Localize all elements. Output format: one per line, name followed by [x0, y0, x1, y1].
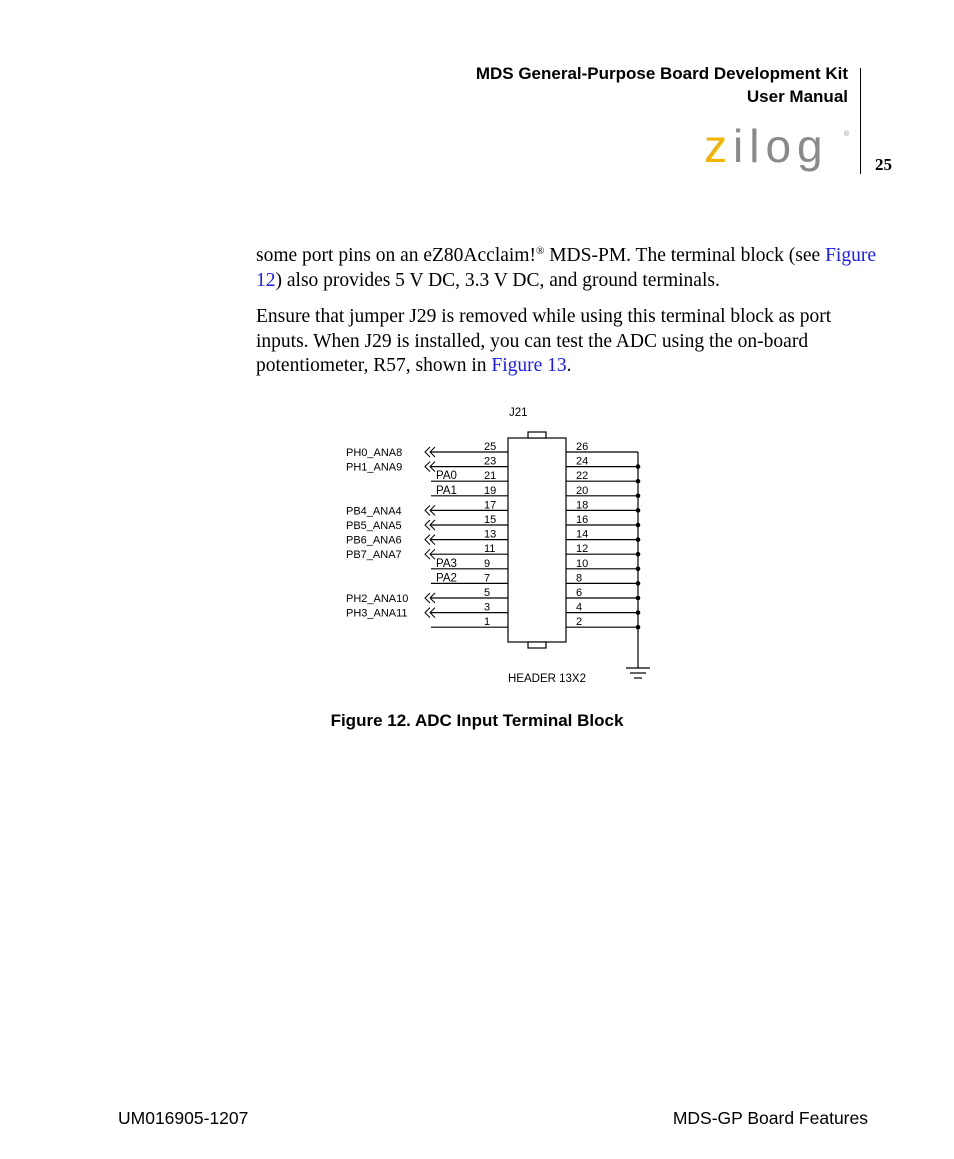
left-pin-number: 5 — [484, 587, 491, 599]
header-rule — [860, 68, 861, 174]
body-text — [256, 244, 876, 379]
footer-doc-id: UM016905-1207 — [118, 1108, 249, 1128]
left-pin-number: 9 — [484, 557, 491, 570]
right-pin-number: 16 — [576, 514, 589, 526]
left-pin-number: 3 — [484, 601, 491, 614]
right-pin-number: 18 — [576, 499, 589, 512]
ground-junction-dot — [636, 508, 641, 513]
left-pin-number: 11 — [484, 543, 496, 556]
right-pin-number: 22 — [576, 470, 589, 483]
left-pin-number: 15 — [484, 514, 497, 526]
logo-z: z — [704, 120, 733, 172]
ground-junction-dot — [636, 523, 641, 528]
ground-junction-dot — [636, 596, 641, 601]
left-pin-number: 25 — [484, 441, 497, 453]
ground-junction-dot — [636, 610, 641, 615]
pa-label: PA1 — [436, 484, 457, 497]
right-pin-number: 12 — [576, 543, 589, 556]
figure-12-link[interactable]: Figure 12 — [256, 245, 876, 291]
right-pin-number: 20 — [576, 484, 589, 497]
left-pin-number: 21 — [484, 470, 497, 483]
right-pin-number: 6 — [576, 587, 583, 599]
figure-13-link[interactable]: Figure 13 — [491, 355, 567, 376]
left-pin-number: 13 — [484, 528, 497, 541]
right-pin-number: 24 — [576, 455, 589, 468]
ground-junction-dot — [636, 552, 641, 557]
svg-text:®: ® — [844, 131, 850, 138]
ref-label: J21 — [509, 407, 528, 419]
right-pin-number: 14 — [576, 528, 589, 541]
page-number: 25 — [875, 155, 892, 174]
zilog-logo — [702, 118, 852, 180]
ground-junction-dot — [636, 494, 641, 499]
adc-terminal-block-schematic — [336, 400, 666, 692]
right-pin-number: 10 — [576, 557, 589, 570]
figure-caption: Figure 12. ADC Input Terminal Block — [330, 711, 624, 730]
signal-label: PB6_ANA6 — [346, 534, 402, 547]
signal-label: PB7_ANA7 — [346, 549, 402, 562]
ground-junction-dot — [636, 625, 641, 630]
left-pin-number: 1 — [484, 616, 491, 629]
left-pin-number: 17 — [484, 499, 497, 512]
pa-label: PA2 — [436, 572, 457, 585]
part-label: HEADER 13X2 — [508, 673, 586, 685]
signal-label: PH1_ANA9 — [346, 461, 403, 474]
header-title: MDS General-Purpose Board Development Kit — [475, 64, 848, 83]
right-pin-number: 8 — [576, 572, 583, 585]
signal-label: PH0_ANA8 — [346, 447, 403, 459]
logo-rest: ilog — [733, 120, 829, 172]
pa-label: PA0 — [436, 470, 457, 483]
svg-text:zilog — [704, 120, 829, 172]
ground-junction-dot — [636, 567, 641, 572]
ground-junction-dot — [636, 479, 641, 484]
footer-section: MDS-GP Board Features — [672, 1108, 868, 1128]
header-subtitle: User Manual — [746, 87, 848, 106]
signal-label: PB4_ANA4 — [346, 505, 402, 518]
right-pin-number: 2 — [576, 616, 583, 629]
signal-label: PH3_ANA11 — [346, 607, 408, 620]
ground-junction-dot — [636, 464, 641, 469]
ground-junction-dot — [636, 537, 641, 542]
signal-label: PB5_ANA5 — [346, 520, 402, 532]
signal-label: PH2_ANA10 — [346, 593, 409, 605]
left-pin-number: 19 — [484, 484, 497, 497]
left-pin-number: 23 — [484, 455, 497, 468]
paragraph-2: Ensure that jumper J29 is removed while using this terminal block as port inputs. When J29 is installed, you can test the ADC using the on-board potentiometer, R57, shown in Figure 13. — [256, 306, 832, 376]
pa-label: PA3 — [436, 557, 457, 570]
right-pin-number: 4 — [576, 601, 583, 614]
ground-junction-dot — [636, 581, 641, 586]
paragraph-1: some port pins on an eZ80Acclaim!® MDS-PM. The terminal block (see Figure 12) also provides 5 V DC, 3.3 V DC, and ground terminals. — [256, 245, 876, 291]
left-pin-number: 7 — [484, 572, 491, 585]
right-pin-number: 26 — [576, 441, 589, 453]
